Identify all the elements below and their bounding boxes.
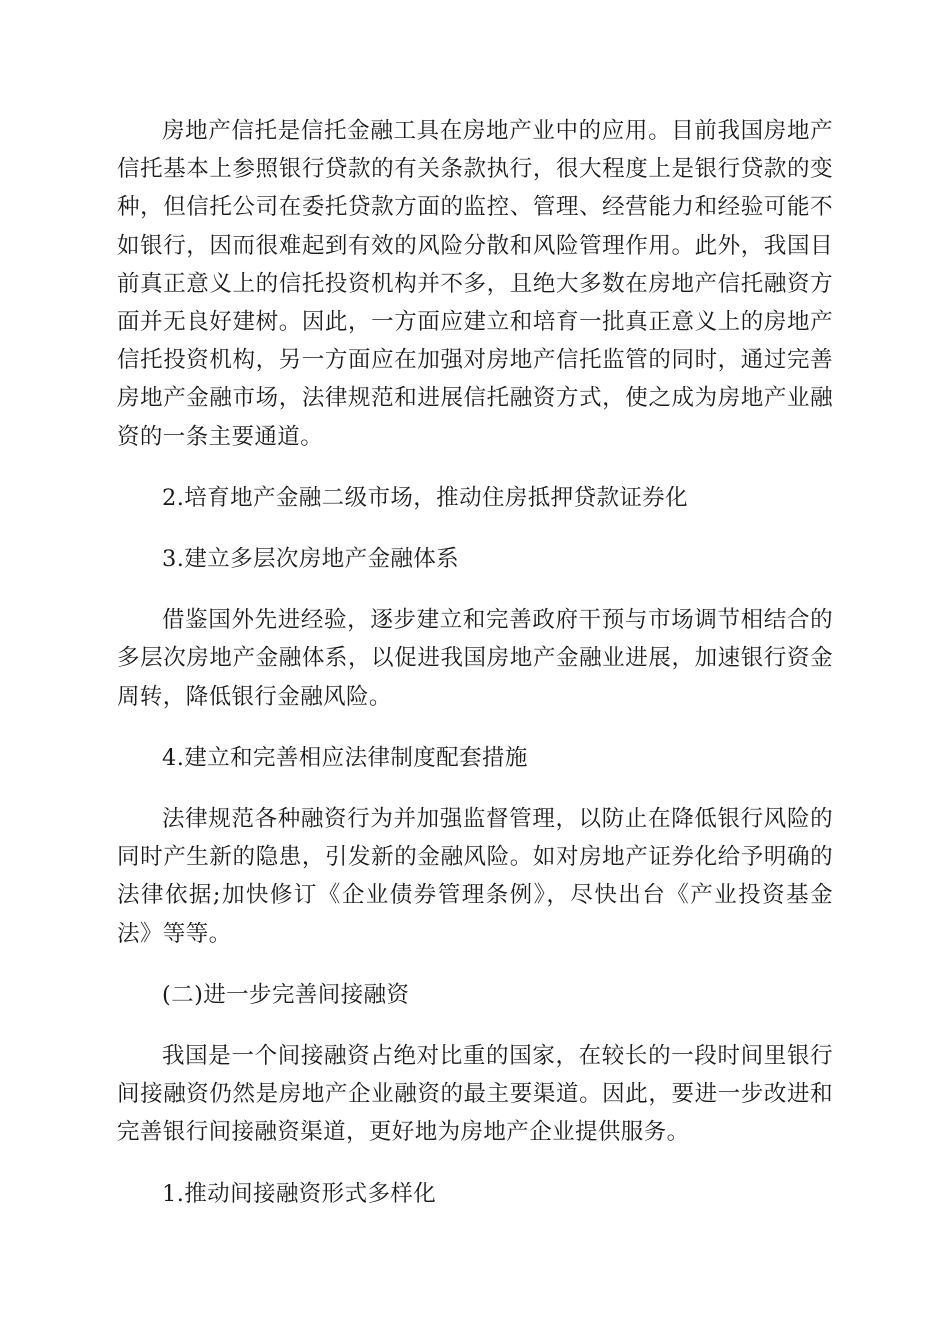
paragraph-multilevel-finance-system: 借鉴国外先进经验，逐步建立和完善政府干预与市场调节相结合的多层次房地产金融体系，以促进我国房地产金融业进展，加速银行资金周转，降低银行金融风险。 xyxy=(117,607,833,710)
paragraph-legal-system: 法律规范各种融资行为并加强监督管理，以防止在降低银行风险的同时产生新的隐患，引发新的金融风险。如对房地产证券化给予明确的法律依据;加快修订《企业债券管理条例》，尽快出台《产业投资基金法》等等。 xyxy=(117,806,833,947)
paragraph-real-estate-trust: 房地产信托是信托金融工具在房地产业中的应用。目前我国房地产信托基本上参照银行贷款的有关条款执行，很大程度上是银行贷款的变种，但信托公司在委托贷款方面的监控、管理、经营能力和经验可能不如银行，因而很难起到有效的风险分散和风险管理作用。此外，我国目前真正意义上的信托投资机构并不多，且绝大多数在房地产信托融资方面并无良好建树。因此，一方面应建立和培育一批真正意义上的房地产信托投资机构，另一方面应在加强对房地产信托监管的同时，通过完善房地产金融市场，法律规范和进展信托融资方式，使之成为房地产业融资的一条主要通道。 xyxy=(117,118,833,450)
document-body xyxy=(117,112,833,1236)
paragraph-indirect-financing: 我国是一个间接融资占绝对比重的国家，在较长的一段时间里银行间接融资仍然是房地产企业融资的最主要渠道。因此，要进一步改进和完善银行间接融资渠道，更好地为房地产企业提供服务。 xyxy=(117,1043,833,1146)
heading-multilevel-finance-system: 3.建立多层次房地产金融体系 xyxy=(162,546,460,573)
heading-secondary-market: 2.培育地产金融二级市场，推动住房抵押贷款证券化 xyxy=(162,484,689,511)
heading-indirect-financing: (二)进一步完善间接融资 xyxy=(162,981,410,1008)
heading-legal-system: 4.建立和完善相应法律制度配套措施 xyxy=(162,744,528,771)
heading-diversify-indirect-financing: 1.推动间接融资形式多样化 xyxy=(162,1180,437,1207)
